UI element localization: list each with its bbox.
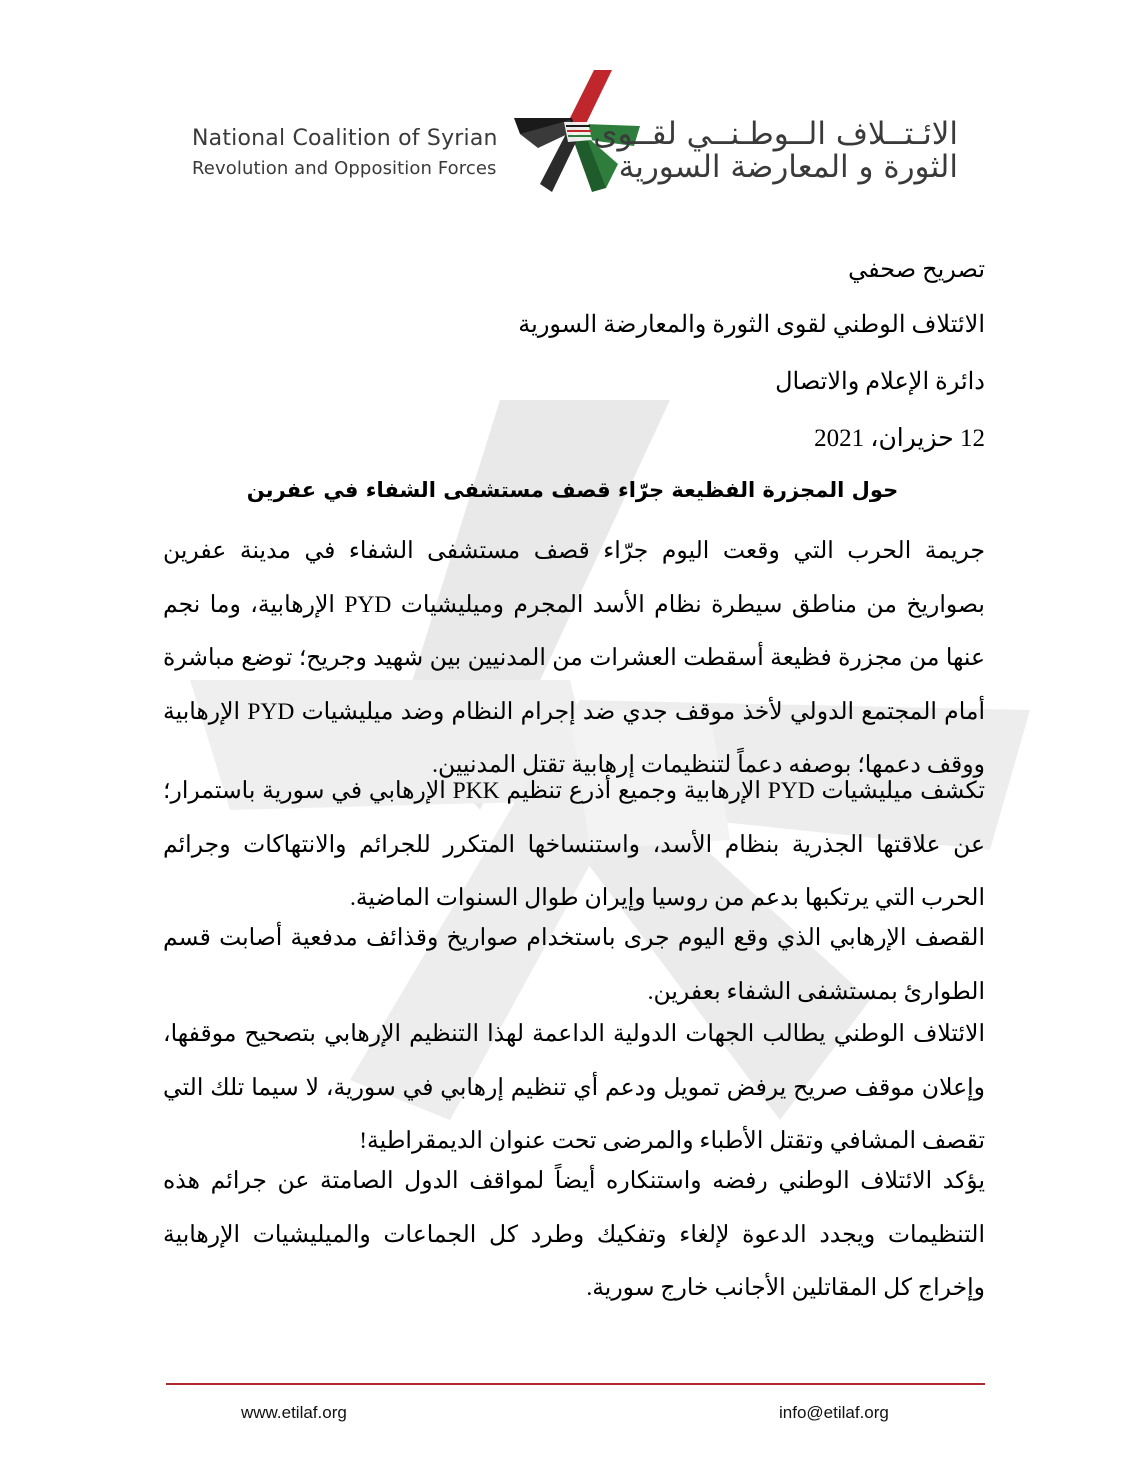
- org-name-en-line2: Revolution and Opposition Forces: [192, 158, 497, 179]
- doc-type: تصريح صحفي: [848, 257, 985, 283]
- page-title: حول المجزرة الفظيعة جرّاء قصف مستشفى الشفاء في عفرين: [246, 478, 899, 502]
- paragraph-1: جريمة الحرب التي وقعت اليوم جرّاء قصف مستشفى الشفاء في مدينة عفرين بصواريخ من مناطق سيطرة نظام الأسد المجرم وميليشيات PYD الإرهابية، وما نجم عنها من مجزرة فظيعة أسقطت العشرات من المدنيين بين شهيد وجريح؛ توضع مباشرة أمام المجتمع الدولي لأخذ موقف جدي ضد إجرام النظام وضد ميليشيات PYD الإرهابية ووقف دعمها؛ بوصفه دعماً لتنظيمات إرهابية تقتل المدنيين.: [163, 538, 985, 778]
- issuing-org: الائتلاف الوطني لقوى الثورة والمعارضة السورية: [518, 312, 985, 338]
- date: 12 حزيران، 2021: [814, 425, 985, 452]
- letterhead: [0, 0, 1145, 200]
- org-name-english: [192, 128, 498, 178]
- email-link[interactable]: info@etilaf.org: [779, 1403, 889, 1422]
- department: دائرة الإعلام والاتصال: [775, 369, 985, 395]
- org-name-arabic: [593, 118, 958, 183]
- paragraph-5: يؤكد الائتلاف الوطني رفضه واستنكاره أيضاً لمواقف الدول الصامتة عن جرائم هذه التنظيمات ويجدد الدعوة لإلغاء وتفكيك وطرد كل الجماعات والميليشيات الإرهابية وإخراج كل المقاتلين الأجانب خارج سورية.: [163, 1168, 985, 1301]
- paragraph-4: الائتلاف الوطني يطالب الجهات الدولية الداعمة لهذا التنظيم الإرهابي بتصحيح موقفها، وإعلان موقف صريح يرفض تمويل ودعم أي تنظيم إرهابي في سورية، لا سيما تلك التي تقصف المشافي وتقتل الأطباء والمرضى تحت عنوان الديمقراطية!: [163, 1021, 985, 1154]
- footer-divider: [166, 1383, 985, 1385]
- paragraph-2: تكشف ميليشيات PYD الإرهابية وجميع أذرع تنظيم PKK الإرهابي في سورية باستمرار؛ عن علاقتها الجذرية بنظام الأسد، واستنساخها المتكرر للجرائم والانتهاكات وجرائم الحرب التي يرتكبها بدعم من روسيا وإيران طوال السنوات الماضية.: [163, 778, 985, 911]
- org-name-en-line1: National Coalition of Syrian: [192, 126, 498, 151]
- website-link[interactable]: www.etilaf.org: [241, 1403, 347, 1422]
- org-name-ar-line2: الثورة و المعارضة السورية: [618, 148, 958, 185]
- paragraph-3: القصف الإرهابي الذي وقع اليوم جرى باستخدام صواريخ وقذائف مدفعية أصابت قسم الطوارئ بمستشفى الشفاء بعفرين.: [163, 925, 985, 1005]
- org-name-ar-line1: الائـتــلاف الــوطـنــي لقــوى: [593, 116, 958, 152]
